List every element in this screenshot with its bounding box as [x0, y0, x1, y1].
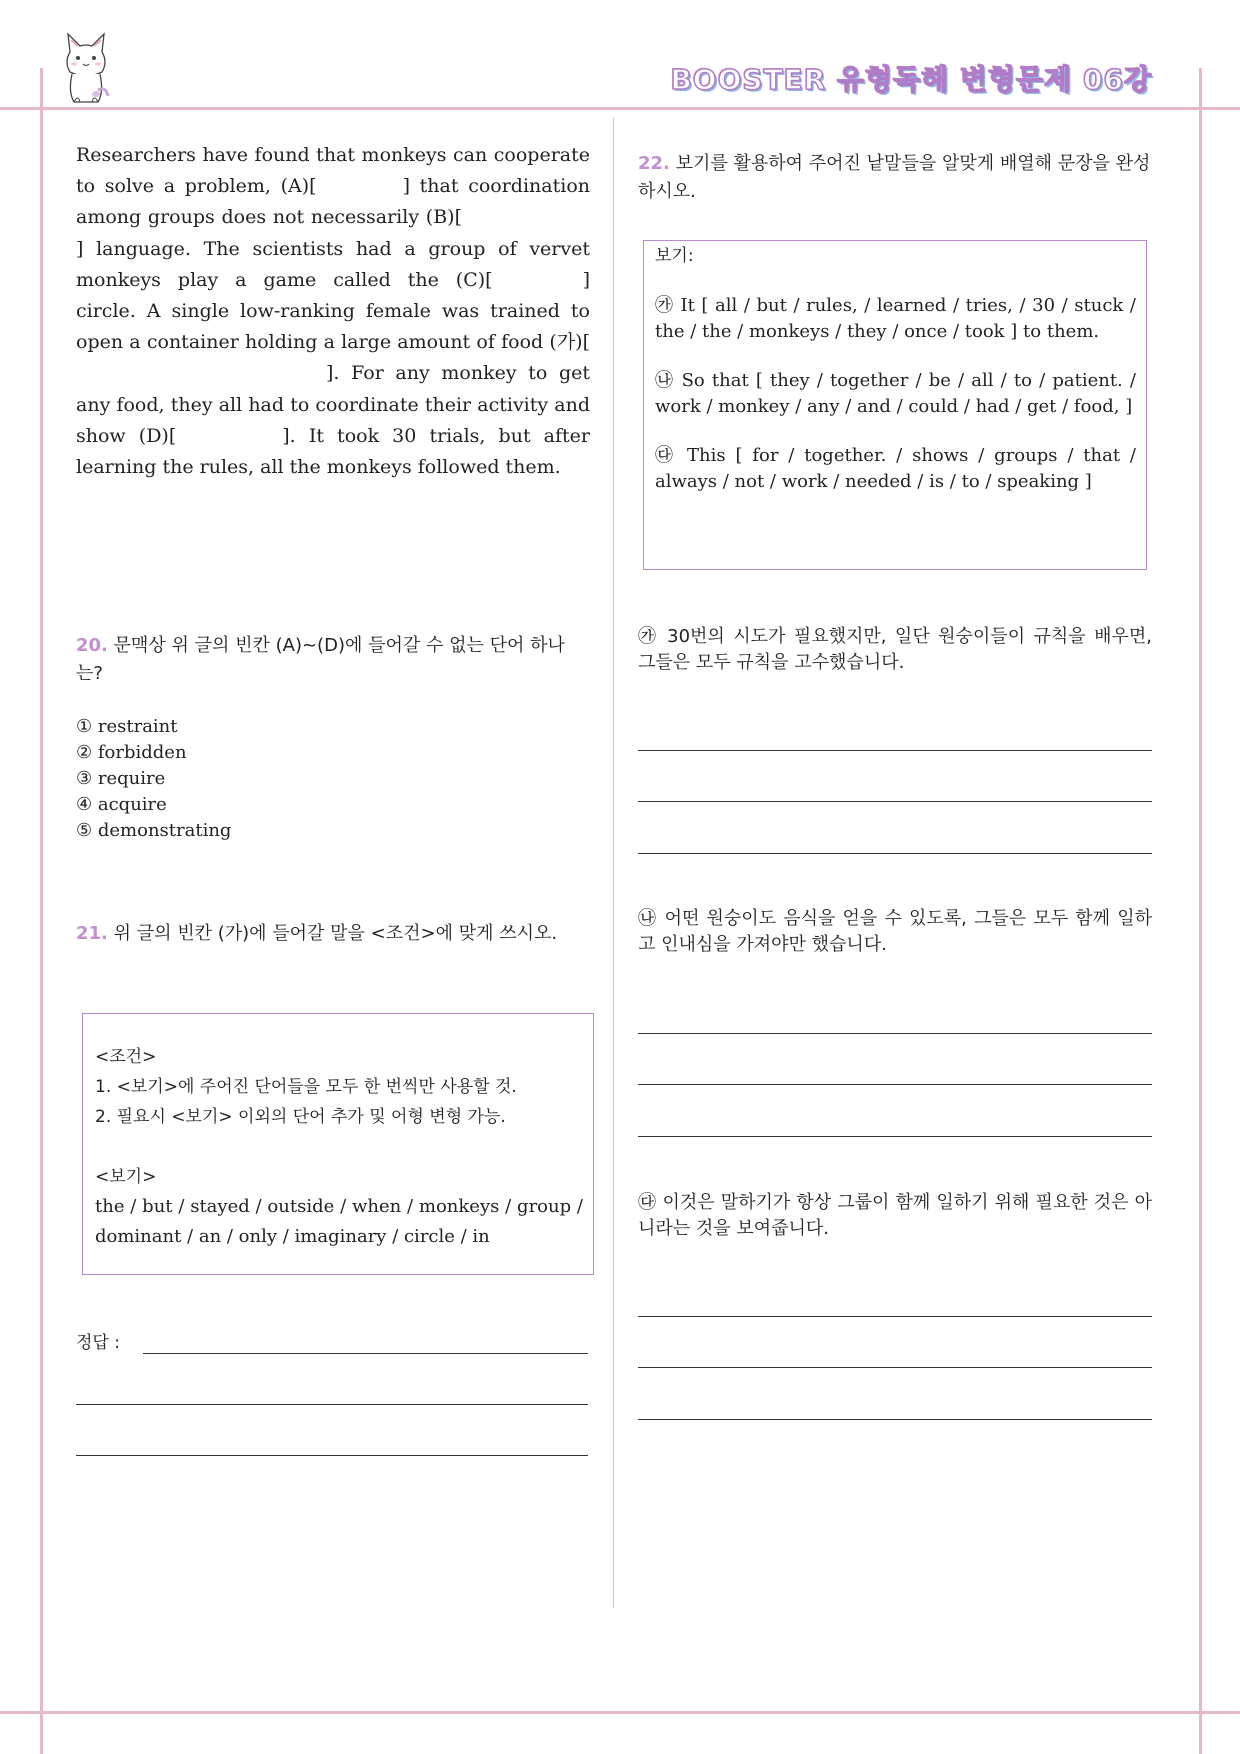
column-divider — [613, 118, 614, 1608]
question-number: 20. — [76, 635, 108, 656]
passage-part-3: ] language. The scientists had a group of vervet monkeys play a game called the (C)[ — [76, 237, 590, 291]
condition-box — [82, 1013, 594, 1275]
passage-part-2: ] that coordination among groups does not necessarily (B)[ — [76, 175, 590, 229]
question-number: 21. — [76, 923, 108, 944]
q20-options — [76, 714, 231, 844]
frame-right-line — [1199, 68, 1202, 1754]
question-22 — [638, 150, 1158, 206]
question-21 — [76, 920, 576, 948]
footer-rule — [0, 1711, 1240, 1714]
condition-2: 2. 필요시 <보기> 이외의 단어 추가 및 어형 변형 가능. — [95, 1107, 506, 1127]
question-20 — [76, 632, 576, 688]
bogi-item-c: ㉰ This [ for / together. / shows / groups / that / always / not / work / needed / is / to / speaking ] — [655, 445, 1136, 492]
korean-sentence-a: ㉮ 30번의 시도가 필요했지만, 일단 원숭이들이 규칙을 배우면, 그들은 모두 규칙을 고수했습니다. — [638, 626, 1152, 673]
korean-sentence-c: ㉰ 이것은 말하기가 항상 그룹이 함께 일하기 위해 필요한 것은 아니라는 것을 보여줍니다. — [638, 1192, 1152, 1239]
condition-1: 1. <보기>에 주어진 단어들을 모두 한 번씩만 사용할 것. — [95, 1077, 517, 1097]
passage-part-1: Researchers have found that monkeys can cooperate to solve a problem, (A)[ — [76, 144, 590, 198]
cat-icon — [56, 30, 116, 106]
question-number: 22. — [638, 153, 670, 174]
option-3[interactable]: ③ require — [76, 768, 166, 789]
bogi-item-b: ㉯ So that [ they / together / be / all / to / patient. / work / monkey / any / and / could / had / get / food, ] — [655, 370, 1136, 417]
bogi-title: <보기> — [95, 1167, 157, 1187]
option-4[interactable]: ④ acquire — [76, 794, 167, 815]
condition-title: <조건> — [95, 1047, 157, 1067]
answer-line-c1[interactable] — [638, 1316, 1152, 1317]
answer-line-3[interactable] — [76, 1455, 588, 1456]
answer-line-b1[interactable] — [638, 1033, 1152, 1034]
question-text: 위 글의 빈칸 (가)에 들어갈 말을 <조건>에 맞게 쓰시오. — [113, 923, 558, 944]
question-text: 문맥상 위 글의 빈칸 (A)~(D)에 들어갈 수 없는 단어 하나는? — [76, 635, 565, 684]
header-title: BOOSTER 유형독해 변형문제 06강 — [670, 63, 1152, 96]
reading-passage — [76, 140, 590, 483]
frame-left-line — [40, 68, 43, 1754]
option-5[interactable]: ⑤ demonstrating — [76, 820, 232, 841]
answer-line-b3[interactable] — [638, 1136, 1152, 1137]
q22-bogi-box — [643, 240, 1147, 570]
answer-line-a2[interactable] — [638, 801, 1152, 802]
bogi-item-a: ㉮ It [ all / but / rules, / learned / tries, / 30 / stuck / the / the / monkeys / they / once / took ] to them. — [655, 295, 1136, 342]
question-text: 보기를 활용하여 주어진 낱말들을 알맞게 배열해 문장을 완성하시오. — [638, 153, 1151, 202]
answer-line-a3[interactable] — [638, 853, 1152, 854]
answer-label: 정답 : — [76, 1333, 120, 1353]
answer-line-a1[interactable] — [638, 750, 1152, 751]
answer-line-c2[interactable] — [638, 1367, 1152, 1368]
answer-line-c3[interactable] — [638, 1419, 1152, 1420]
option-1[interactable]: ① restraint — [76, 716, 178, 737]
passage-part-4: ] circle. A single low-ranking female was trained to open a container holding a large amount of food (가)[ — [76, 268, 590, 354]
bogi-title: 보기: — [655, 246, 694, 266]
option-2[interactable]: ② forbidden — [76, 742, 187, 763]
answer-line-2[interactable] — [76, 1404, 588, 1405]
korean-sentence-b: ㉯ 어떤 원숭이도 음식을 얻을 수 있도록, 그들은 모두 함께 일하고 인내심을 가져야만 했습니다. — [638, 908, 1152, 955]
answer-line-1[interactable] — [143, 1353, 588, 1354]
passage-part-5: ]. For any monkey to get any food, they all had to coordinate their activity and show (D)[ — [76, 362, 590, 447]
answer-line-b2[interactable] — [638, 1084, 1152, 1085]
passage-part-6: ]. It took 30 trials, but after learning the rules, all the monkeys followed them. — [76, 424, 590, 479]
header-rule — [0, 107, 1240, 110]
bogi-words: the / but / stayed / outside / when / monkeys / group / dominant / an / only / imaginary / circle / in — [95, 1196, 583, 1247]
